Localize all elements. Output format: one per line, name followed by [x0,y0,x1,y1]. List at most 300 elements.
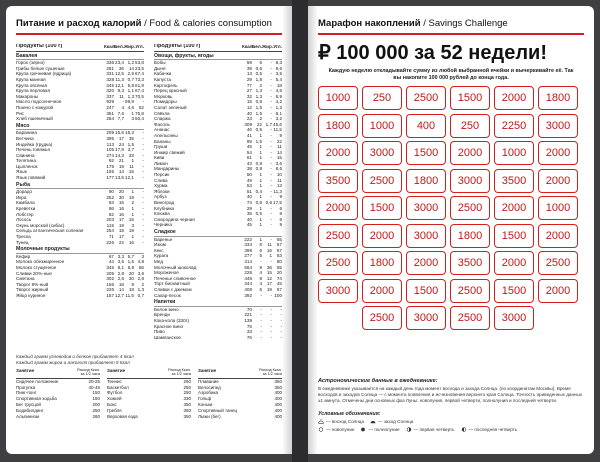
nutrient-value: 29 [246,205,252,211]
savings-cell[interactable]: 3500 [450,251,490,275]
food-name: Крупа гречневая (ядрица) [16,71,72,77]
calorie-notes [16,354,134,366]
savings-cell[interactable]: 1500 [494,279,534,303]
nutrient-value: 156 [106,281,114,287]
nutrient-value: 209 [106,130,114,136]
nutrient-value: 8 [259,275,262,281]
savings-cell[interactable]: 3500 [494,169,534,193]
nutrient-value: 20 [128,270,134,276]
nutrient-value: - [270,205,272,211]
category-heading: Молочные продукты [16,247,144,254]
legend-sunrise [318,419,364,424]
savings-cell[interactable]: 3000 [318,279,358,303]
calorie-table-a [16,44,144,299]
nutrient-value: 105 [106,147,114,153]
nutrient-value: 16 [118,200,124,206]
nutrient-value: 16 [266,247,272,253]
nutrient-value: 17 [266,281,272,287]
food-name: Черника [154,222,172,228]
savings-cell[interactable]: 1000 [494,141,534,165]
legend-first-quarter [406,427,455,432]
category-heading: Мясо [16,124,144,131]
nutrient-value: 92 [108,158,114,164]
nutrient-value: 6 [279,205,282,211]
food-name: Творог 9%-ный [16,281,49,287]
title-rule [16,33,282,35]
nutrient-value: 5 [259,253,262,259]
savings-cell[interactable]: 2000 [494,196,534,220]
nutrient-value: 3,2 [275,116,282,122]
nutrient-value: - [260,317,262,323]
activity-kcal: 20-25 [88,378,100,384]
nutrient-value: 277 [244,253,252,259]
nutrient-value: 8,8 [127,264,134,270]
savings-cell[interactable]: 3000 [362,141,402,165]
nutrient-value: 13 [276,183,282,189]
food-name: Окунь морской (сибас) [16,222,65,228]
nutrient-value: 222 [244,236,252,242]
savings-cell[interactable]: 2250 [494,114,534,138]
activity-kcal: 40-45 [88,384,100,390]
savings-cell[interactable]: 3500 [318,169,358,193]
food-name: Печень говяжья [16,147,50,153]
nutrient-value: 12,1 [125,175,134,181]
table-row [154,335,282,341]
nutrient-value: 6,9 [275,93,282,99]
legend-label: — новолуние [326,427,355,432]
activity-name: Коньки [198,402,213,407]
nutrient-value: 27 [246,88,252,94]
nutrient-value: 10 [276,172,282,178]
food-name: Изюм [154,242,166,248]
nutrient-value: - [260,329,262,335]
nutrient-value: 19 [266,286,272,292]
savings-cell[interactable]: 2000 [538,169,578,193]
nutrient-value: 36 [118,65,124,71]
nutrient-value: 61,9 [135,82,144,88]
nutrient-value: 90 [108,189,114,195]
activity-name: Баскетбол [107,384,129,390]
note-fat-alcohol: Каждый грамм жиров и алкоголя прибавляет 9 Ккал [16,360,130,365]
nutrient-value: 6 [259,60,262,66]
nutrient-value: 18 [118,228,124,234]
nutrient-value: 99,9 [125,99,134,105]
savings-cell[interactable]: 2000 [450,141,490,165]
savings-cell[interactable]: 2000 [494,251,534,275]
nutrient-value: - [270,88,272,94]
savings-cell[interactable]: 2000 [362,224,402,248]
activity-header-name: Занятие [198,368,217,373]
savings-cell[interactable]: 250 [450,114,490,138]
nutrient-value: 7,7 [117,116,124,122]
nutrient-value: 564 [244,264,252,270]
nutrient-value: 247 [106,104,114,110]
nutrient-value: 8 [279,211,282,217]
savings-cell[interactable]: 2500 [450,279,490,303]
page-title-sub: / Food & calories consumption [144,18,272,29]
page-shadow [308,6,318,454]
savings-cell[interactable]: 2500 [362,169,402,193]
nutrient-value: 18 [276,82,282,88]
food-name: Хлеб пшеничный [16,116,53,122]
food-name: Персик [154,172,170,178]
nutrient-value: - [142,211,144,217]
nutrient-value: 395 [106,135,114,141]
header-col: Ккал. [104,44,116,49]
savings-cell[interactable]: 1800 [538,86,578,110]
food-name: Торт бисквитный [154,281,190,287]
savings-cell[interactable]: 2000 [494,86,534,110]
nutrient-value: 252 [106,194,114,200]
savings-cell[interactable]: 400 [406,114,446,138]
savings-cell[interactable]: 2500 [318,251,358,275]
nutrient-value: 12,7 [115,292,124,298]
savings-cell[interactable]: 1500 [406,279,446,303]
nutrient-value: 15 [246,99,252,105]
savings-cell[interactable]: 2500 [450,196,490,220]
nutrient-value: 254 [106,228,114,234]
nutrient-value: 22 [256,121,262,127]
food-name: Хурма [154,183,168,189]
nutrient-value: 14,3 [115,152,124,158]
nutrient-value: 15 [128,169,134,175]
food-name: Арбуз [154,194,167,200]
nutrient-value: 45 [246,144,252,150]
legend-moon [318,427,517,432]
savings-cell[interactable]: 2500 [450,306,490,330]
savings-cell[interactable]: 2000 [538,224,578,248]
nutrient-value: 67 [108,253,114,259]
savings-cell[interactable]: 3000 [494,306,534,330]
food-name: Инжир свежий [154,149,185,155]
savings-cell[interactable]: 1500 [362,196,402,220]
activity-kcal: 250 [92,407,100,413]
food-name: Сметана [16,276,35,282]
nutrient-value: 41 [246,132,252,138]
nutrient-value: 55 [276,264,282,270]
nutrient-value: - [142,141,144,147]
nutrient-value: - [142,228,144,234]
nutrient-value: - [270,60,272,66]
activity-name: Плавание [198,378,219,384]
savings-cell[interactable]: 3000 [406,196,446,220]
food-name: Дорадо [16,189,33,195]
nutrient-value: 16 [128,239,134,245]
savings-cell[interactable]: 3000 [538,114,578,138]
legend-sun [318,419,413,424]
nutrient-value: 32 [246,93,252,99]
nutrient-value: 1 [259,149,262,155]
food-name: Капуста [154,76,171,82]
savings-cell[interactable]: 1500 [406,141,446,165]
nutrient-value: 1 [131,234,134,239]
savings-cell[interactable]: 1500 [494,224,534,248]
nutrient-value: 75 [246,323,252,329]
nutrient-value: - [270,329,272,335]
activity-name: Велосипед [198,384,221,390]
savings-cell[interactable]: 2000 [538,279,578,303]
food-name: Творог жирный [16,287,49,293]
nutrient-value: 57 [276,242,282,248]
nutrient-value: 157 [106,292,114,298]
nutrient-value: 83 [108,200,114,206]
book-spine [292,0,308,462]
food-name: Салат зеленый [154,104,187,110]
nutrient-value: - [270,99,272,105]
nutrient-value: 5 [259,286,262,292]
savings-cell[interactable]: 250 [362,86,402,110]
nutrient-value: 0,6 [265,200,272,206]
food-name: Ананас [154,127,170,133]
nutrient-value: 2,6 [117,276,124,282]
nutrient-value: - [142,135,144,141]
food-name: Курага [154,253,169,259]
savings-cell[interactable]: 3000 [450,169,490,193]
nutrient-value: 226 [106,239,114,245]
legend-label: — полнолуние [368,427,400,432]
nutrient-value: 4,6 [275,88,282,94]
savings-cell[interactable]: 1000 [538,196,578,220]
food-name: Красное вино [154,323,184,329]
nutrient-value: 55 [276,236,282,242]
nutrient-value: 15,6 [115,130,124,136]
savings-cell[interactable]: 1500 [450,86,490,110]
activity-kcal: 330 [183,396,191,402]
nutrient-value: - [142,169,144,175]
nutrient-value: - [270,188,272,194]
nutrient-value: - [122,99,124,105]
nutrient-value: 281 [106,65,114,71]
savings-cell[interactable]: 2000 [406,251,446,275]
activity-name: Аэробика [198,390,219,396]
nutrient-value: 203 [106,217,114,223]
activity-name: Сидячее положение [16,378,59,384]
food-name: Ветчина [16,135,34,141]
savings-cell[interactable]: 1800 [318,114,358,138]
nutrient-value: - [142,194,144,200]
nutrient-value: 29 [246,76,252,82]
table-row [16,240,144,246]
savings-cell[interactable]: 2500 [538,251,578,275]
nutrient-value: 7,6 [117,110,124,116]
savings-cell[interactable]: 3000 [406,306,446,330]
nutrient-value: 49 [246,177,252,183]
nutrient-value: - [270,110,272,116]
new-moon-icon [318,427,324,432]
nutrient-value: - [142,217,144,223]
savings-cell[interactable]: 2000 [362,279,402,303]
nutrient-value: - [270,211,272,217]
activity-row [16,414,100,420]
nutrient-value: 12 [246,104,252,110]
food-name: Шампанское [154,334,181,340]
activity-name: Альпинизм [16,413,40,419]
savings-cell[interactable]: 2500 [406,86,446,110]
title-rule [318,33,584,35]
activity-kcal: 250 [183,378,191,384]
savings-cell[interactable]: 2000 [538,141,578,165]
category-heading: Напитки [154,300,282,307]
savings-cell[interactable]: 3000 [406,224,446,248]
savings-cell[interactable]: 1000 [318,86,358,110]
nutrient-value: - [270,312,272,318]
nutrient-value: 1,2 [127,60,134,66]
savings-cell[interactable]: 1800 [450,224,490,248]
activity-name: Теннис [107,378,122,384]
page-title [318,18,508,29]
nutrient-value: 320 [106,88,114,94]
header-col: Бел. [114,44,125,49]
activity-name: Гребля [107,407,122,413]
nutrient-value: - [270,138,272,144]
nutrient-value: 337 [106,93,114,99]
nutrient-value: 8 [279,216,282,222]
nutrient-value: 398 [244,247,252,253]
nutrient-value: 45,6 [273,121,282,127]
nutrient-value: 36 [266,264,272,270]
nutrient-value: - [260,292,262,298]
nutrient-value: 1 [131,189,134,195]
food-name: Телятина [16,158,36,164]
nutrient-value: 274 [106,152,114,158]
nutrient-value: 11 [267,242,272,248]
nutrient-value: 15 [266,270,272,276]
nutrient-value: 1,8 [255,76,262,82]
category-heading: Овощи, фрукты, ягоды [154,54,282,61]
nutrient-value: 175 [106,163,114,169]
nutrient-value: - [280,323,282,329]
nutrient-value: - [270,323,272,329]
savings-cell[interactable]: 2000 [318,141,358,165]
nutrient-value: 54 [246,149,252,155]
savings-cell[interactable]: 1000 [362,114,402,138]
food-name: Смородина черная [154,216,195,222]
nutrient-value: - [270,306,272,312]
nutrient-value: 226 [106,287,114,293]
activity-table-3 [198,368,282,419]
nutrient-value: - [270,317,272,323]
activity-header-unit: Расход Ккал. за 1/2 часа [168,368,191,377]
food-name: Киви [154,155,165,161]
savings-cell[interactable]: 2500 [318,224,358,248]
nutrient-value: 0,5 [255,127,262,133]
nutrient-value: 15 [128,217,134,223]
nutrient-value: - [280,312,282,318]
nutrient-value: 9 [279,132,282,138]
table-header [154,44,282,52]
savings-cell[interactable]: 1800 [406,169,446,193]
nutrient-value: 0,8 [255,166,262,172]
activity-kcal: 200 [92,402,100,407]
nutrient-value: 1,3 [255,88,262,94]
activity-header-name: Занятие [107,368,126,373]
food-name: Бобы [154,60,166,66]
activity-kcal: 350 [183,402,191,407]
nutrient-value: - [270,71,272,77]
food-name: Молоко сгущенное [16,264,57,270]
savings-cell[interactable]: 1800 [362,251,402,275]
legend-label: — последняя четверть [468,427,518,432]
nutrient-value: 1 [131,110,134,116]
food-name: Кекс [154,247,164,253]
activity-header [107,368,191,379]
table-row [16,175,144,181]
table-header [16,44,144,52]
header-name: Продукты (100 г) [154,44,201,49]
nutrient-value: 11 [119,93,124,99]
food-name: Индейка (грудка) [16,141,53,147]
nutrient-value: - [142,206,144,212]
nutrient-value: 23,4 [115,60,124,66]
nutrient-value: 12,1 [115,82,124,88]
food-name: Рис [16,110,24,116]
note-carbs-protein: Каждый грамм углеводов и белков прибавляет 4 Ккал [16,354,134,359]
nutrient-value: - [270,216,272,222]
nutrient-value: 30 [128,276,134,282]
nutrient-value: 23,5 [135,65,144,71]
nutrient-value: 40 [246,110,252,116]
nutrient-value: - [270,144,272,150]
activity-kcal: 400 [274,413,282,419]
table-row [154,293,282,299]
savings-cell[interactable]: 2500 [362,306,402,330]
category-heading: Сладкое [154,230,282,237]
nutrient-value: 45 [276,281,282,287]
activity-name: Лыжи (бег) [198,413,221,419]
nutrient-value: 9,3 [117,88,124,94]
nutrient-value: 75,8 [135,110,144,116]
activity-header [198,368,282,379]
nutrient-value: 13,6 [115,175,124,181]
nutrient-value: 59 [246,60,252,66]
nutrient-value: 11,5 [273,127,282,133]
activity-name: Спортивный танец [198,407,238,413]
nutrient-value: 18 [118,281,124,287]
nutrient-value: 328 [106,76,114,82]
header-col: Бел. [252,44,263,49]
nutrient-value: 11 [129,163,134,169]
nutrient-value: 3 [131,222,134,228]
nutrient-value: - [260,306,262,312]
nutrient-value: 50 [246,172,252,178]
nutrient-value: 302 [106,276,114,282]
nutrient-value: - [270,194,272,200]
food-name: Макароны [16,93,39,99]
nutrient-value: 1,3 [275,104,282,110]
nutrient-value: - [280,317,282,323]
nutrient-value: - [142,200,144,206]
food-name: Клубника [154,205,175,211]
food-name: Белое вино [154,306,179,312]
activity-name: Хоккей [107,396,122,402]
nutrient-value: 12 [266,275,272,281]
nutrient-value: 221 [244,312,252,318]
nutrient-value: 0,9 [255,160,262,166]
nutrient-value: 9 [279,222,282,228]
savings-cell[interactable]: 2000 [318,196,358,220]
food-name: Баранина [16,130,37,136]
nutrient-value: 1,5 [127,259,134,265]
nutrient-value: 17,5 [273,200,282,206]
legend-new-moon [318,427,354,432]
table-row [16,293,144,299]
food-name: Крупа овсяная [16,82,48,88]
activity-kcal: 400 [274,407,282,413]
page-shadow [282,6,292,454]
nutrient-value: 3,6 [137,270,144,276]
nutrient-value: 33 [128,152,134,158]
nutrient-value: 6 [259,247,262,253]
